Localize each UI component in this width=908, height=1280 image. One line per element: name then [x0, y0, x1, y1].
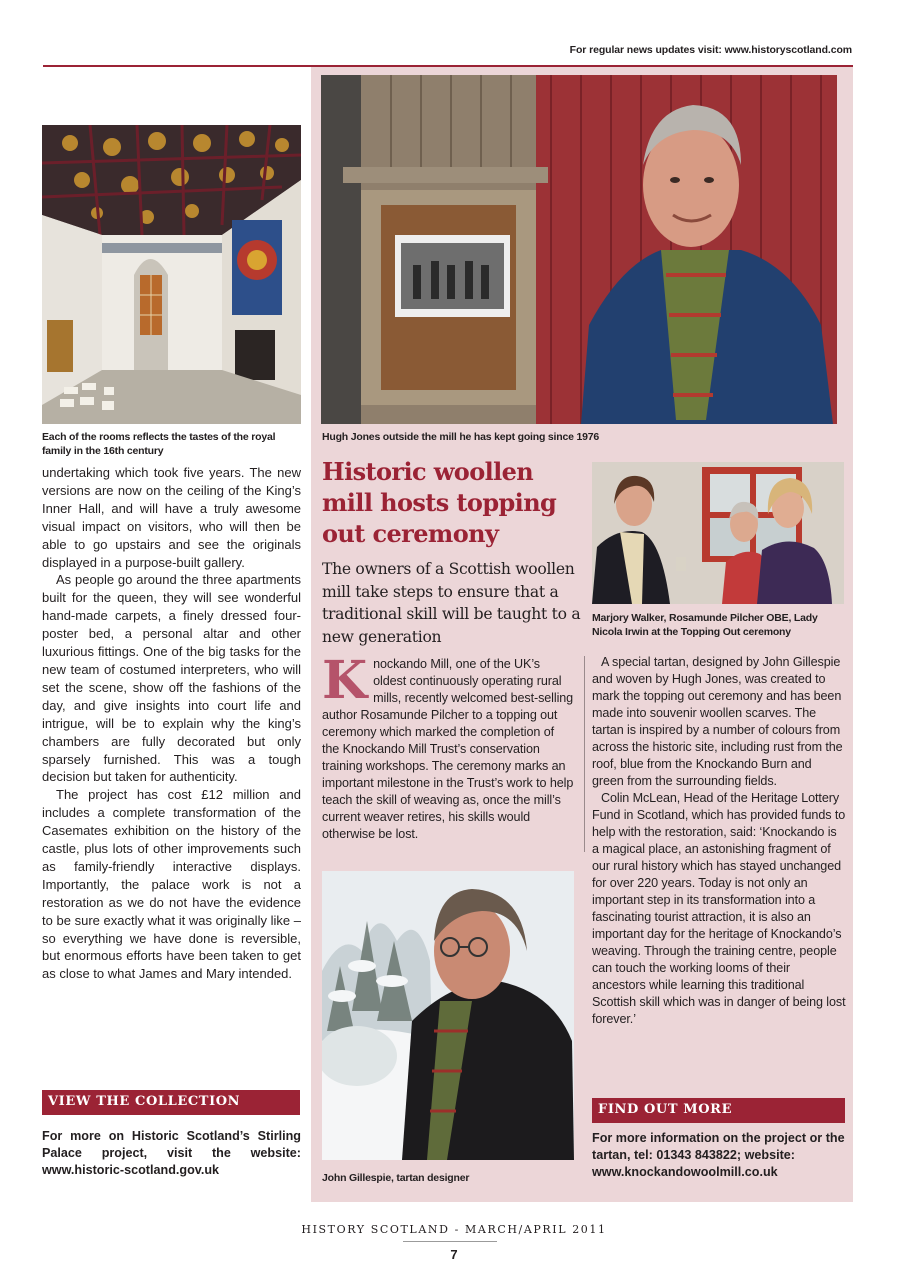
article-intro-text: nockando Mill, one of the UK’s oldest continuously operating rural mills, recently welcomed best-selling author Rosamunde Pilcher to a topping out ceremony which marked the completion of the Knockando Mill Trust’s conservation training workshops. The ceremony marks an important milestone in the Trust’s work to help teach the skill of weaving as, once the mill’s current weaver retires, his skills would otherwise be lost.	[322, 657, 574, 841]
drop-cap: K	[322, 650, 368, 711]
footer-rule	[403, 1241, 497, 1242]
footer-publication: HISTORY SCOTLAND - MARCH/APRIL 2011	[301, 1223, 607, 1236]
column-divider	[584, 656, 585, 852]
view-collection-heading: VIEW THE COLLECTION	[42, 1090, 300, 1115]
right-paragraph: Colin McLean, Head of the Heritage Lottery Fund in Scotland, which has provided funds to help with the restoration, said: ‘Knockando is a magical place, an astonishing fragment of our rural history which has stayed unchanged for over 220 years. Today is not only an important step in its transformation into a fascinating tourist attraction, it is also an important day for the heritage of Knockando’s weaving. Through the training centre, people can touch the working looms of their ancestors while learning this traditional Scottish skill which was in danger of being lost forever.’	[592, 791, 846, 1026]
left-paragraph: undertaking which took five years. The new versions are now on the ceiling of the King’s Inner Hall, and will have a truly awesome visual impact on visitors, who will then be able to go upstairs and see the originals displayed in a purpose-built gallery.	[42, 465, 301, 570]
article-right-column	[592, 654, 846, 1028]
left-paragraph: As people go around the three apartments built for the queen, they will see wonderful hand-made carpets, a finely dressed four-poster bed, a personal altar and other luxurious fittings. One of the big tasks for the new team of costumed interpreters, who will set the scene, show off the fashions of the day, and give insights into court life and intrigue, will be to explain why the king’s chambers are fully decorated but only sparsely furnished. This was a tough decision but taken for authenticity.	[42, 572, 301, 785]
john-gillespie-caption: John Gillespie, tartan designer	[322, 1172, 470, 1184]
article-standfirst: The owners of a Scottish woollen mill take steps to ensure that a traditional skill will be taught to a new generation	[322, 560, 581, 646]
article-intro	[322, 650, 574, 843]
header-news-link: For regular news updates visit: www.historyscotland.com	[569, 44, 852, 56]
left-paragraph: The project has cost £12 million and includes a complete transformation of the Casemates exhibition on the history of the castle, plus lots of other improvements such as family-friendly interactive displays. Importantly, the palace work is not a restoration as we do not have the evidence to be sure exactly what it was originally like – so everything we have done is reversible, but enormous efforts have been taken to get as close to what James and Mary intended.	[42, 787, 301, 982]
hugh-jones-caption: Hugh Jones outside the mill he has kept going since 1976	[322, 431, 600, 443]
hugh-jones-photo	[321, 75, 837, 424]
article-headline: Historic woollen mill hosts topping out ceremony	[322, 457, 557, 548]
find-out-more-heading: FIND OUT MORE	[592, 1098, 845, 1123]
view-collection-text: For more on Historic Scotland’s Stirling Palace project, visit the website: www.historic-scotland.gov.uk	[42, 1129, 301, 1177]
john-gillespie-photo	[322, 871, 574, 1160]
palace-photo-caption: Each of the rooms reflects the tastes of the royal family in the 16th century	[42, 431, 276, 457]
right-paragraph: A special tartan, designed by John Gillespie and woven by Hugh Jones, was created to mark the topping out ceremony and has been made into souvenir woollen scarves. The tartan is inspired by a number of colours from across the historic site, including rust from the roof, blue from the Knockando Burn and green from the surrounding fields.	[592, 655, 843, 788]
find-out-more-text: For more information on the project or the tartan, tel: 01343 843822; website: www.knockandowoolmill.co.uk	[592, 1131, 845, 1179]
palace-interior-photo	[42, 125, 301, 424]
ceremony-photo-caption: Marjory Walker, Rosamunde Pilcher OBE, Lady Nicola Irwin at the Topping Out ceremony	[592, 612, 818, 638]
page-number: 7	[450, 1247, 458, 1262]
ceremony-photo	[592, 462, 844, 604]
left-article-body	[42, 464, 301, 983]
